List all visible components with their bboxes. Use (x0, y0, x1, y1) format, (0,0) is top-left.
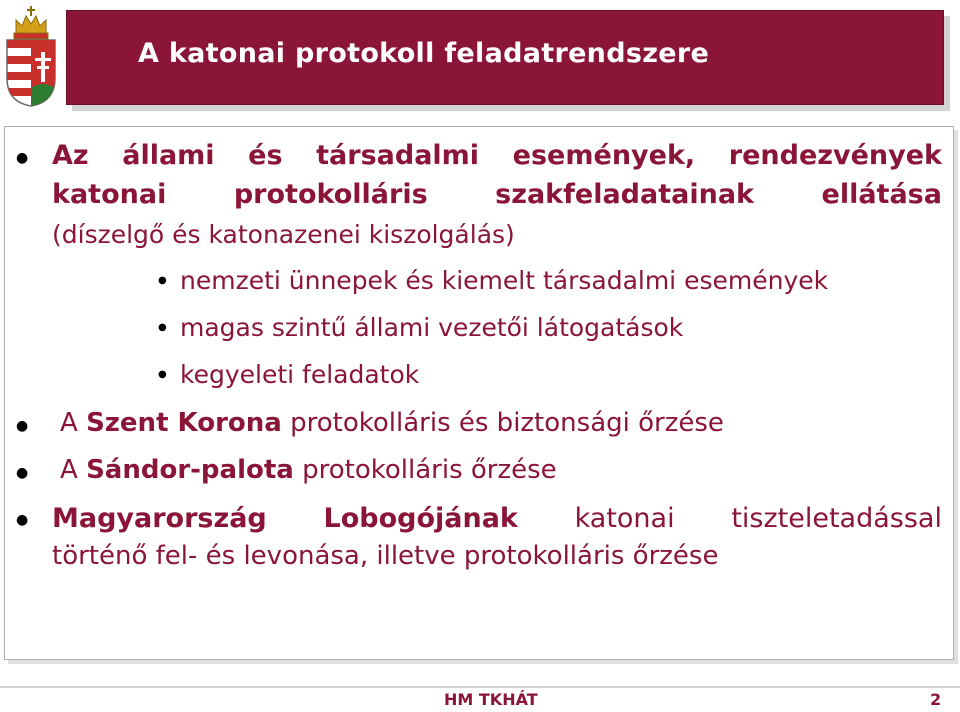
word: katonai (574, 503, 675, 534)
subbullet-item: magas szintű állami vezetői látogatások (180, 313, 684, 342)
emphasis: Sándor-palota (86, 455, 294, 485)
word: szakfeladatainak (495, 179, 754, 210)
word: Az (52, 140, 89, 171)
text: protokolláris és biztonsági őrzése (281, 408, 724, 438)
bullet-dot: ● (16, 512, 29, 528)
word: állami (122, 140, 215, 171)
word: események, (512, 140, 696, 171)
word: Lobogójának (323, 503, 518, 534)
bullet4-line2: történő fel- és levonása, illetve protokolláris őrzése (52, 541, 719, 571)
bullet3 (60, 455, 557, 485)
word: protokolláris (233, 179, 428, 210)
page-number: 2 (930, 690, 942, 709)
bullet-dot: ● (16, 418, 29, 434)
subbullet-dot: ● (158, 322, 167, 333)
footer-org: HM TKHÁT (444, 690, 538, 709)
text: A (60, 408, 87, 438)
subbullet-dot: ● (158, 369, 167, 380)
word: tiszteletadással (731, 503, 942, 534)
word: és (248, 140, 283, 171)
subbullet-item: kegyeleti feladatok (180, 360, 420, 389)
text: A (60, 455, 87, 485)
word: társadalmi (316, 140, 480, 171)
hungarian-coat-of-arms-icon (2, 4, 60, 108)
footer-divider (0, 686, 960, 688)
page-title: A katonai protokoll feladatrendszere (138, 38, 710, 69)
word: rendezvények (728, 140, 942, 171)
bullet2 (60, 408, 724, 438)
word: Magyarország (52, 503, 267, 534)
subbullet-dot: ● (158, 275, 167, 286)
word: katonai (52, 179, 167, 210)
emphasis: Szent Korona (86, 408, 282, 438)
bullet1-line3: (díszelgő és katonazenei kiszolgálás) (52, 220, 515, 249)
bullet1-line1 (52, 140, 942, 171)
bullet1-line2 (52, 179, 942, 210)
text: protokolláris őrzése (293, 455, 557, 485)
subbullet-item: nemzeti ünnepek és kiemelt társadalmi események (180, 266, 829, 295)
bullet-dot: ● (16, 465, 29, 481)
bullet-dot: ● (16, 150, 29, 166)
bullet4-line1 (52, 503, 942, 534)
word: ellátása (821, 179, 942, 210)
